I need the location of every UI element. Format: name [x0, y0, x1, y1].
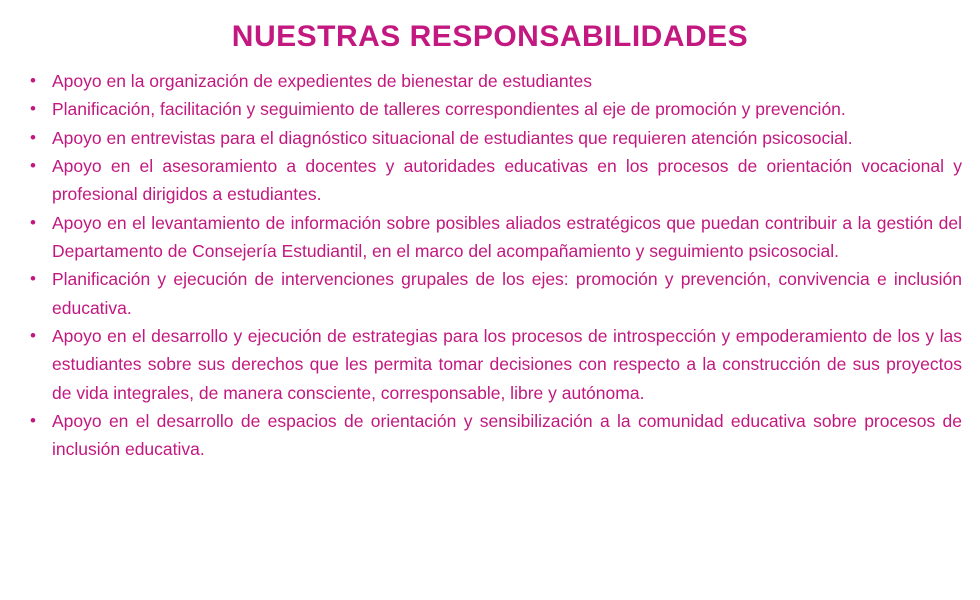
list-item	[18, 124, 962, 152]
list-item-text: Apoyo en el desarrollo y ejecución de estrategias para los procesos de introspección y empoderamiento de los y las estudiantes sobre sus derechos que les permita tomar decisiones con respecto a la construcción de sus proyectos de vida integrales, de manera consciente, corresponsable, libre y autónoma.	[52, 326, 962, 403]
bullet-icon: •	[30, 269, 36, 289]
bullet-icon: •	[30, 156, 36, 176]
list-item	[18, 67, 962, 95]
list-item	[18, 265, 962, 322]
bullet-icon: •	[30, 411, 36, 431]
list-item-text: Planificación, facilitación y seguimiento de talleres correspondientes al eje de promoción y prevención.	[52, 99, 846, 120]
list-item	[18, 322, 962, 407]
list-item	[18, 407, 962, 464]
list-item	[18, 152, 962, 209]
page-title: NUESTRAS RESPONSABILIDADES	[231, 20, 749, 53]
list-item-text: Apoyo en entrevistas para el diagnóstico situacional de estudiantes que requieren atención psicosocial.	[52, 127, 853, 148]
list-item-text: Apoyo en el desarrollo de espacios de orientación y sensibilización a la comunidad educativa sobre procesos de inclusión educativa.	[52, 411, 962, 460]
list-item-text: Apoyo en la organización de expedientes de bienestar de estudiantes	[52, 71, 592, 91]
list-item	[18, 95, 962, 123]
list-item	[18, 209, 962, 266]
responsibilities-list	[18, 67, 962, 464]
bullet-icon: •	[30, 212, 36, 232]
bullet-icon: •	[30, 326, 36, 346]
list-item-text: Planificación y ejecución de intervenciones grupales de los ejes: promoción y prevención, convivencia e inclusión educativa.	[52, 269, 962, 318]
bullet-icon: •	[30, 99, 36, 119]
list-item-text: Apoyo en el asesoramiento a docentes y autoridades educativas en los procesos de orientación vocacional y profesional dirigidos a estudiantes.	[52, 156, 962, 205]
bullet-icon: •	[30, 71, 36, 90]
list-item-text: Apoyo en el levantamiento de información sobre posibles aliados estratégicos que puedan contribuir a la gestión del Departamento de Consejería Estudiantil, en el marco del acompañamiento y seguimiento psicosocial.	[52, 212, 962, 262]
bullet-icon: •	[30, 127, 36, 147]
